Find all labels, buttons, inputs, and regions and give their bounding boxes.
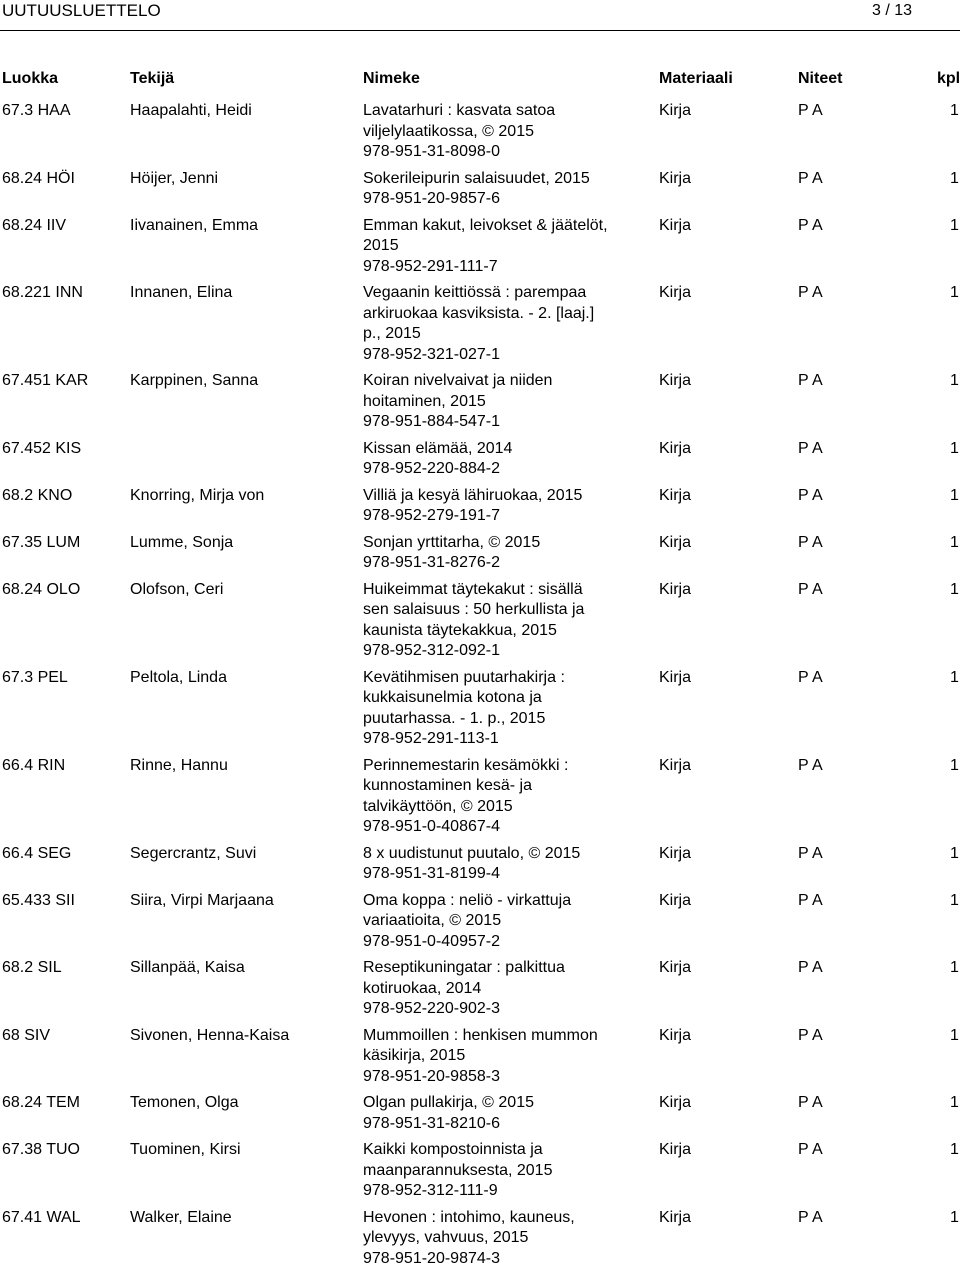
title-block [363, 101, 628, 163]
classification-code: 68.24 HÖI [2, 169, 75, 187]
isbn: 978-952-312-092-1 [363, 642, 500, 659]
author-name: Innanen, Elina [130, 284, 233, 301]
classification-code: 65.433 SII [2, 891, 75, 909]
title-line: kukkaisunelmia kotona ja [363, 689, 542, 706]
title-block [363, 958, 628, 1020]
list-item [0, 486, 960, 527]
title-line: Sokerileipurin salaisuudet, 2015 [363, 169, 590, 187]
material-type: Kirja [659, 372, 692, 389]
copy-count: 1 [950, 756, 959, 774]
isbn: 978-952-279-191-7 [363, 507, 500, 524]
author-name: Peltola, Linda [130, 668, 227, 686]
material-type: Kirja [659, 580, 692, 598]
copy-count: 1 [950, 959, 959, 976]
title-line: variaatioita, © 2015 [363, 912, 502, 929]
copies-notes: P A [798, 169, 823, 187]
title-block [363, 439, 628, 480]
title-block [363, 1140, 628, 1202]
author-name: Olofson, Ceri [130, 580, 224, 598]
title-block [363, 756, 628, 838]
title-line: Kissan elämää, 2014 [363, 439, 513, 457]
title-line: ylevyys, vahvuus, 2015 [363, 1229, 529, 1246]
list-item [0, 1026, 960, 1088]
isbn: 978-951-31-8210-6 [363, 1114, 500, 1132]
title-block [363, 844, 628, 885]
classification-code: 68.2 SIL [2, 959, 62, 976]
author-name: Walker, Elaine [130, 1208, 232, 1226]
title-line: Lavatarhuri : kasvata satoa [363, 102, 556, 119]
title-block [363, 533, 628, 574]
copies-notes: P A [798, 102, 823, 119]
title-block [363, 1093, 628, 1134]
copy-count: 1 [950, 1094, 959, 1111]
author-name: Sivonen, Henna-Kaisa [130, 1026, 290, 1044]
classification-code: 67.452 KIS [2, 439, 82, 457]
title-block [363, 371, 628, 433]
author-name: Knorring, Mirja von [130, 486, 265, 504]
isbn: 978-952-291-111-7 [363, 257, 498, 275]
page-number: 3 / 13 [872, 2, 913, 19]
document-title: UUTUUSLUETTELO [2, 1, 161, 20]
classification-code: 67.38 TUO [2, 1141, 80, 1158]
title-line: 8 x uudistunut puutalo, © 2015 [363, 844, 581, 862]
material-type: Kirja [659, 959, 692, 976]
title-line: Mummoillen : henkisen mummon [363, 1026, 598, 1044]
author-name: Siira, Virpi Marjaana [130, 891, 274, 909]
title-line: Kevätihmisen puutarhakirja : [363, 668, 565, 686]
classification-code: 68.2 KNO [2, 486, 73, 504]
classification-code: 67.35 LUM [2, 533, 81, 551]
title-block [363, 1026, 628, 1088]
copy-count: 1 [950, 372, 959, 389]
material-type: Kirja [659, 439, 692, 457]
material-type: Kirja [659, 891, 692, 909]
copy-count: 1 [950, 668, 959, 686]
title-line: Koiran nivelvaivat ja niiden [363, 372, 553, 389]
title-line: Kaikki kompostoinnista ja [363, 1141, 543, 1158]
copies-notes: P A [798, 1208, 823, 1226]
title-line: hoitaminen, 2015 [363, 392, 486, 410]
title-line: käsikirja, 2015 [363, 1047, 466, 1064]
title-line: talvikäyttöön, © 2015 [363, 797, 513, 815]
title-line: Sonjan yrttitarha, © 2015 [363, 533, 541, 551]
column-header-notes: Niteet [798, 70, 843, 87]
copies-notes: P A [798, 486, 823, 504]
title-line: Olgan pullakirja, © 2015 [363, 1094, 534, 1111]
author-name: Segercrantz, Suvi [130, 844, 257, 862]
isbn: 978-952-291-113-1 [363, 730, 499, 747]
copies-notes: P A [798, 533, 823, 551]
column-header-class: Luokka [2, 70, 59, 87]
copy-count: 1 [950, 284, 959, 301]
isbn: 978-951-20-9874-3 [363, 1249, 500, 1267]
material-type: Kirja [659, 1026, 692, 1044]
isbn: 978-951-884-547-1 [363, 413, 500, 430]
title-line: p., 2015 [363, 325, 421, 342]
list-item [0, 169, 960, 210]
copy-count: 1 [950, 486, 959, 504]
isbn: 978-951-0-40867-4 [363, 818, 500, 835]
title-line: puutarhassa. - 1. p., 2015 [363, 709, 546, 727]
author-name: Haapalahti, Heidi [130, 102, 252, 119]
author-name: Iivanainen, Emma [130, 216, 259, 234]
list-item [0, 1208, 960, 1270]
list-item [0, 580, 960, 662]
column-header-material: Materiaali [659, 70, 733, 87]
author-name: Tuominen, Kirsi [130, 1141, 241, 1158]
copies-notes: P A [798, 439, 823, 457]
material-type: Kirja [659, 1141, 692, 1158]
title-block [363, 169, 628, 210]
material-type: Kirja [659, 756, 692, 774]
copies-notes: P A [798, 580, 823, 598]
page-header [0, 0, 960, 26]
title-line: arkiruokaa kasviksista. - 2. [laaj.] [363, 304, 595, 322]
list-item [0, 439, 960, 480]
classification-code: 67.3 PEL [2, 668, 68, 686]
copies-notes: P A [798, 756, 823, 774]
title-line: Hevonen : intohimo, kauneus, [363, 1208, 575, 1226]
classification-code: 67.3 HAA [2, 102, 71, 119]
list-item [0, 283, 960, 365]
isbn: 978-952-220-902-3 [363, 1000, 500, 1017]
classification-code: 66.4 SEG [2, 844, 72, 862]
list-item [0, 101, 960, 163]
isbn: 978-952-321-027-1 [363, 345, 500, 363]
header-divider [0, 30, 960, 31]
isbn: 978-951-20-9857-6 [363, 190, 500, 207]
title-line: Villiä ja kesyä lähiruokaa, 2015 [363, 486, 583, 504]
material-type: Kirja [659, 169, 692, 187]
copies-notes: P A [798, 1141, 823, 1158]
copies-notes: P A [798, 668, 823, 686]
column-headers [0, 69, 960, 89]
isbn: 978-951-31-8276-2 [363, 554, 500, 571]
list-item [0, 958, 960, 1020]
author-name: Höijer, Jenni [130, 169, 219, 187]
copies-notes: P A [798, 1094, 823, 1111]
isbn: 978-951-0-40957-2 [363, 932, 500, 950]
copy-count: 1 [950, 169, 959, 187]
copy-count: 1 [950, 844, 959, 862]
copy-count: 1 [950, 1141, 959, 1158]
catalogue-list [0, 101, 960, 1275]
copies-notes: P A [798, 284, 823, 301]
title-block [363, 216, 628, 278]
material-type: Kirja [659, 1094, 692, 1111]
list-item [0, 891, 960, 953]
classification-code: 66.4 RIN [2, 756, 66, 774]
title-line: Perinnemestarin kesämökki : [363, 756, 569, 774]
author-name: Sillanpää, Kaisa [130, 959, 245, 976]
isbn: 978-951-20-9858-3 [363, 1067, 500, 1085]
isbn: 978-952-220-884-2 [363, 460, 500, 477]
classification-code: 68.24 OLO [2, 580, 81, 598]
title-line: kotiruokaa, 2014 [363, 979, 482, 997]
column-header-title: Nimeke [363, 70, 420, 87]
list-item [0, 216, 960, 278]
title-block [363, 1208, 628, 1270]
material-type: Kirja [659, 284, 692, 301]
material-type: Kirja [659, 533, 692, 551]
author-name: Rinne, Hannu [130, 756, 228, 774]
classification-code: 68.24 IIV [2, 216, 67, 234]
material-type: Kirja [659, 668, 692, 686]
copy-count: 1 [950, 102, 959, 119]
copy-count: 1 [950, 533, 959, 551]
title-line: Huikeimmat täytekakut : sisällä [363, 580, 583, 598]
copy-count: 1 [950, 216, 959, 234]
title-line: 2015 [363, 237, 399, 254]
title-line: Reseptikuningatar : palkittua [363, 959, 565, 976]
list-item [0, 668, 960, 750]
copies-notes: P A [798, 891, 823, 909]
title-line: Oma koppa : neliö - virkattuja [363, 891, 572, 909]
isbn: 978-952-312-111-9 [363, 1182, 498, 1199]
material-type: Kirja [659, 486, 692, 504]
copies-notes: P A [798, 844, 823, 862]
title-block [363, 486, 628, 527]
material-type: Kirja [659, 844, 692, 862]
title-block [363, 891, 628, 953]
classification-code: 67.451 KAR [2, 372, 89, 389]
material-type: Kirja [659, 1208, 692, 1226]
material-type: Kirja [659, 102, 692, 119]
title-block [363, 283, 628, 365]
classification-code: 68 SIV [2, 1026, 51, 1044]
title-line: sen salaisuus : 50 herkullista ja [363, 601, 585, 618]
title-block [363, 668, 628, 750]
copy-count: 1 [950, 891, 959, 909]
list-item [0, 533, 960, 574]
title-line: Emman kakut, leivokset & jäätelöt, [363, 216, 608, 234]
copies-notes: P A [798, 959, 823, 976]
classification-code: 67.41 WAL [2, 1208, 81, 1226]
column-header-author: Tekijä [130, 70, 175, 87]
isbn: 978-951-31-8199-4 [363, 865, 500, 882]
title-block [363, 580, 628, 662]
classification-code: 68.24 TEM [2, 1094, 80, 1111]
author-name: Temonen, Olga [130, 1094, 239, 1111]
isbn: 978-951-31-8098-0 [363, 143, 500, 160]
classification-code: 68.221 INN [2, 284, 83, 301]
copy-count: 1 [950, 580, 959, 598]
copy-count: 1 [950, 1026, 959, 1044]
title-line: viljelylaatikossa, © 2015 [363, 122, 534, 140]
copy-count: 1 [950, 1208, 959, 1226]
list-item [0, 371, 960, 433]
list-item [0, 756, 960, 838]
list-item [0, 844, 960, 885]
material-type: Kirja [659, 216, 692, 234]
title-line: kunnostaminen kesä- ja [363, 777, 532, 794]
author-name: Lumme, Sonja [130, 533, 234, 551]
title-line: Vegaanin keittiössä : parempaa [363, 284, 587, 301]
list-item [0, 1140, 960, 1202]
copies-notes: P A [798, 1026, 823, 1044]
column-header-quantity: kpl [937, 70, 960, 87]
list-item [0, 1093, 960, 1134]
title-line: kaunista täytekakkua, 2015 [363, 621, 557, 639]
copy-count: 1 [950, 439, 959, 457]
copies-notes: P A [798, 372, 823, 389]
copies-notes: P A [798, 216, 823, 234]
title-line: maanparannuksesta, 2015 [363, 1161, 553, 1179]
author-name: Karppinen, Sanna [130, 372, 259, 389]
